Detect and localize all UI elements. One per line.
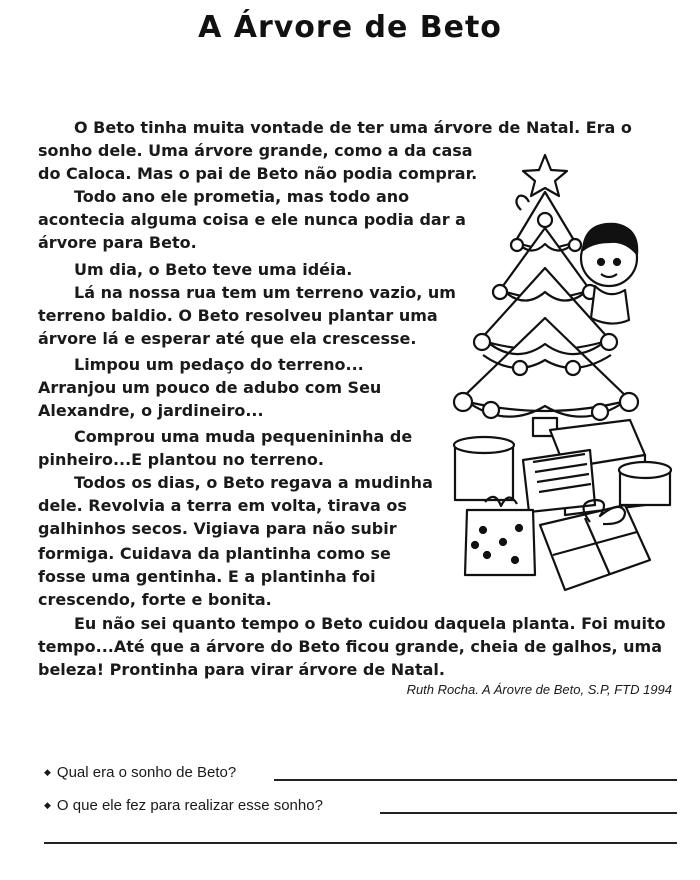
story-line: dele. Revolvia a terra em volta, tirava os bbox=[38, 496, 407, 515]
story-line: Limpou um pedaço do terreno... bbox=[74, 355, 364, 374]
diamond-bullet-icon: ◆ bbox=[44, 800, 51, 810]
story-line: árvore para Beto. bbox=[38, 233, 197, 252]
story-line: pinheiro...E plantou no terreno. bbox=[38, 450, 324, 469]
story-line: beleza! Prontinha para virar árvore de Natal. bbox=[38, 660, 445, 679]
answer-line[interactable] bbox=[274, 779, 677, 781]
christmas-tree-with-boy-and-gifts-icon bbox=[425, 150, 685, 600]
question-text: Qual era o sonho de Beto? bbox=[56, 764, 237, 781]
question-1 bbox=[44, 764, 236, 781]
answer-line[interactable] bbox=[380, 812, 677, 814]
story-line: sonho dele. Uma árvore grande, como a da casa bbox=[38, 141, 473, 160]
story-line: fosse uma gentinha. E a plantinha foi bbox=[38, 567, 376, 586]
story-line: terreno baldio. O Beto resolveu plantar uma bbox=[38, 306, 438, 325]
story-line: Arranjou um pouco de adubo com Seu bbox=[38, 378, 382, 397]
story-line: Comprou uma muda pequenininha de bbox=[74, 427, 413, 446]
story-line: tempo...Até que a árvore do Beto ficou grande, cheia de galhos, uma bbox=[38, 637, 663, 656]
story-line: Todo ano ele prometia, mas todo ano bbox=[74, 187, 410, 206]
story-line: acontecia alguma coisa e ele nunca podia dar a bbox=[38, 210, 466, 229]
story-line: Lá na nossa rua tem um terreno vazio, um bbox=[74, 283, 456, 302]
story-line: O Beto tinha muita vontade de ter uma árvore de Natal. Era o bbox=[74, 118, 632, 137]
question-2 bbox=[44, 797, 323, 814]
citation: Ruth Rocha. A Árovre de Beto, S.P, FTD 1994 bbox=[406, 682, 672, 697]
story-line: formiga. Cuidava da plantinha como se bbox=[38, 544, 391, 563]
story-line: crescendo, forte e bonita. bbox=[38, 590, 272, 609]
story-line: Um dia, o Beto teve uma idéia. bbox=[74, 260, 353, 279]
story-line: Todos os dias, o Beto regava a mudinha bbox=[74, 473, 433, 492]
story-line: Eu não sei quanto tempo o Beto cuidou daquela planta. Foi muito bbox=[74, 614, 666, 633]
diamond-bullet-icon: ◆ bbox=[44, 767, 51, 777]
page-title: A Árvore de Beto bbox=[198, 10, 502, 45]
story-line: Alexandre, o jardineiro... bbox=[38, 401, 264, 420]
question-text: O que ele fez para realizar esse sonho? bbox=[56, 797, 323, 814]
answer-line[interactable] bbox=[44, 842, 677, 844]
story-line: árvore lá e esperar até que ela crescesse. bbox=[38, 329, 417, 348]
story-line: galhinhos secos. Vigiava para não subir bbox=[38, 519, 397, 538]
story-line: do Caloca. Mas o pai de Beto não podia comprar. bbox=[38, 164, 478, 183]
